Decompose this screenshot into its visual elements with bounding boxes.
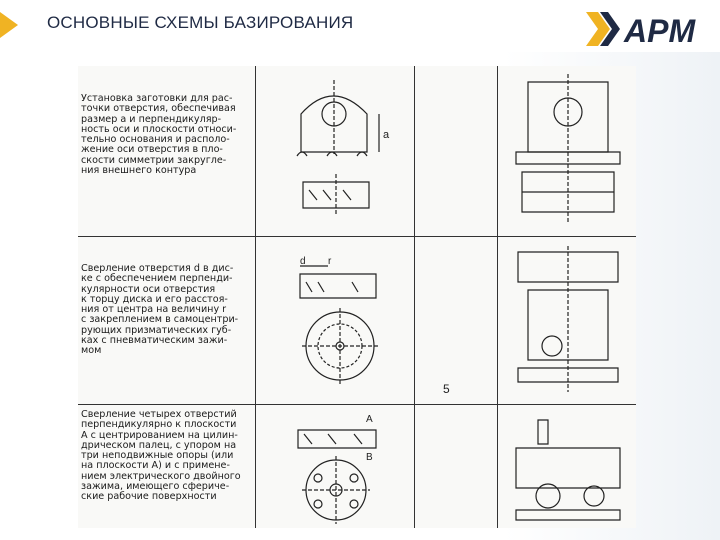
slide-title: ОСНОВНЫЕ СХЕМЫ БАЗИРОВАНИЯ xyxy=(47,13,354,32)
fixture-drawing-1 xyxy=(508,72,628,230)
dimension-label-d: d xyxy=(300,256,306,267)
row-1-scheme-sketch xyxy=(283,74,403,224)
document-scan xyxy=(78,66,636,528)
row-3-scheme-sketch xyxy=(288,410,398,526)
row-3-description: Сверление четырех отверстий перпендикулярно к плоскости A с центрированием на цилин- дрическом палец, с упором на три неподвижные опоры (или на плоскости A) и с примене- нием электрического двойного зажима, имеющего сфериче- ские рабочие поверхности xyxy=(81,409,241,503)
slide-header xyxy=(0,0,720,52)
row-1-description: Установка заготовки для рас- точки отверстия, обеспечивая размер a и перпендикуляр- ность оси и плоскости относи- тельно основания и располо- жение оси отверстия в пло- скости симметрии закругле- ния внешнего контура xyxy=(81,93,237,177)
column-divider-1 xyxy=(255,66,256,528)
row-2-description: Сверление отверстия d в дис- ке с обеспечением перпенди- кулярности оси отверстия к торцу диска и его расстоя- ния от центра на величину r с закреплением в самоцентри- рующих призматических губ- ках с пневматическим зажи- мом xyxy=(81,263,239,357)
dimension-label-a: a xyxy=(383,129,390,141)
row-divider-2 xyxy=(78,404,636,405)
header-arrow-icon xyxy=(0,12,18,38)
row-divider-1 xyxy=(78,236,636,237)
page-number: 5 xyxy=(443,382,450,396)
column-divider-2 xyxy=(414,66,415,528)
dimension-label-r: r xyxy=(328,256,332,267)
plane-label-B: B xyxy=(366,452,373,463)
fixture-drawing-2 xyxy=(508,242,628,398)
svg-text:АРМ: АРМ xyxy=(624,13,696,48)
row-2-scheme-sketch xyxy=(288,254,398,400)
fixture-drawing-3 xyxy=(508,414,628,524)
column-divider-3 xyxy=(497,66,498,528)
plane-label-A: A xyxy=(366,414,373,425)
apm-logo xyxy=(584,10,708,48)
